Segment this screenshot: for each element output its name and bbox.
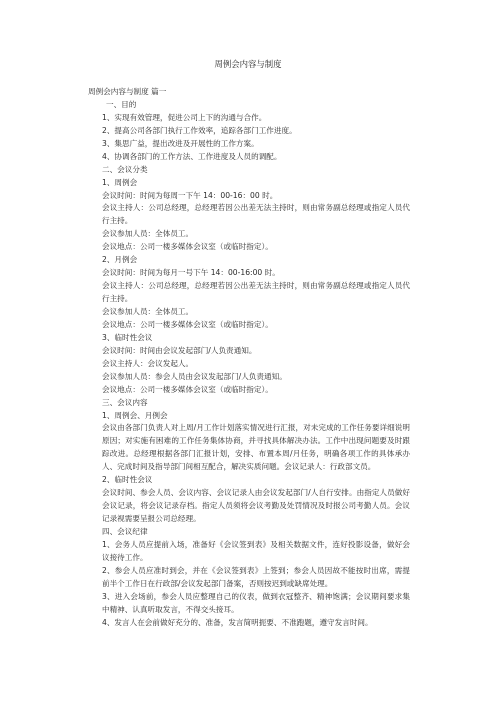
- paragraph-line: 会议主持人：会议发起人。: [102, 358, 194, 368]
- paragraph-line: 会议时间、参会人员、会议内容、会议记录人由会议发起部门/人自行安排。由指定人员做好会议记录，将会议记录存档。指定人员须将会议考勤及处罚情况及时报公司考勤人员。会议记录视需要呈报公司总经理。: [102, 488, 410, 524]
- paragraph-line: 3、进入会场前，参会人员应整理自己的仪表，做到衣冠整齐、精神饱满；会议期间要求集中精神、认真听取发言，不得交头接耳。: [102, 591, 410, 614]
- paragraph-line: 会议时间：时间由会议发起部门/人负责通知。: [102, 345, 257, 355]
- paragraph-line: 二、会议分类: [102, 164, 148, 174]
- paragraph-line: 2、月例会: [102, 255, 138, 265]
- paragraph-line: 四、会议纪律: [102, 527, 148, 537]
- paragraph-line: 1、会务人员应提前入场，准备好《会议签到表》及相关数据文件，连好投影设备，做好会议接待工作。: [102, 539, 410, 562]
- paragraph-line: 会议时间：时间为每周一下午 14：00-16：00 时。: [102, 190, 278, 200]
- paragraph-line: 2、临时性会议: [102, 475, 153, 485]
- paragraph-line: 会议地点：公司一楼多媒体会议室（或临时指定）。: [102, 242, 273, 252]
- paragraph-line: 会议参加人员：参会人员由会议发起部门/人负责通知。: [102, 371, 287, 381]
- paragraph-line: 2、参会人员应准时到会，并在《会议签到表》上签到；参会人员因故不能按时出席，需提前半个工作日在行政部/会议发起部门备案，否则按迟到或缺席处理。: [102, 565, 410, 588]
- paragraph-line: 会议地点：公司一楼多媒体会议室（或临时指定）。: [102, 319, 273, 329]
- paragraph-line: 1、实现有效管理，促进公司上下的沟通与合作。: [102, 112, 267, 122]
- document-title: 周例会内容与制度: [214, 59, 282, 69]
- paragraph-line: 会议参加人员：全体员工。: [102, 229, 194, 239]
- paragraph-line: 2、提高公司各部门执行工作效率，追踪各部门工作进度。: [102, 125, 297, 135]
- paragraph-line: 会议由各部门负责人对上周/月工作计划落实情况进行汇报，对未完成的工作任务要详细说明原因；对实施有困难的工作任务集体协商，并寻找具体解决办法。工作中出现问题要及时跟踪改进。总经理根据各部门汇报计划，安排、布置本周/月任务，明确各项工作的具体承办人、完成时间及指导部门间相互配合，解决实质问题。会议记录人：行政部文员。: [102, 423, 410, 472]
- paragraph-line: 3、临时性会议: [102, 332, 153, 342]
- document-body: [88, 86, 410, 630]
- paragraph-line: 会议参加人员：全体员工。: [102, 307, 194, 316]
- paragraph-line: 会议主持人：公司总经理，总经理若因公出差无法主持时，则由常务副总经理或指定人员代行主持。: [102, 281, 410, 304]
- paragraph-line: 1、周例会、月例会: [102, 410, 168, 420]
- paragraph-line: 3、集思广益，提出改进及开展性的工作方案。: [102, 138, 259, 148]
- paragraph-line: 4、协调各部门的工作方法、工作进度及人员的调配。: [102, 151, 282, 161]
- paragraph-line: 会议时间：时间为每月一号下午 14：00-16:00 时。: [102, 268, 280, 278]
- paragraph-line: 会议地点：公司一楼多媒体会议室（或临时指定）。: [102, 384, 273, 394]
- paragraph-line: 会议主持人：公司总经理，总经理若因公出差无法主持时，则由常务副总经理或指定人员代行主持。: [102, 203, 410, 226]
- paragraph-line: 一、目的: [106, 99, 137, 109]
- paragraph-line: 1、周例会: [102, 177, 138, 187]
- paragraph-line: 三、会议内容: [102, 397, 148, 407]
- paragraph-line: 4、发言人在会前做好充分的、准备，发言简明扼要、不准跑题，遵守发言时间。: [102, 617, 373, 627]
- section-heading: 周例会内容与制度 篇一: [88, 87, 167, 96]
